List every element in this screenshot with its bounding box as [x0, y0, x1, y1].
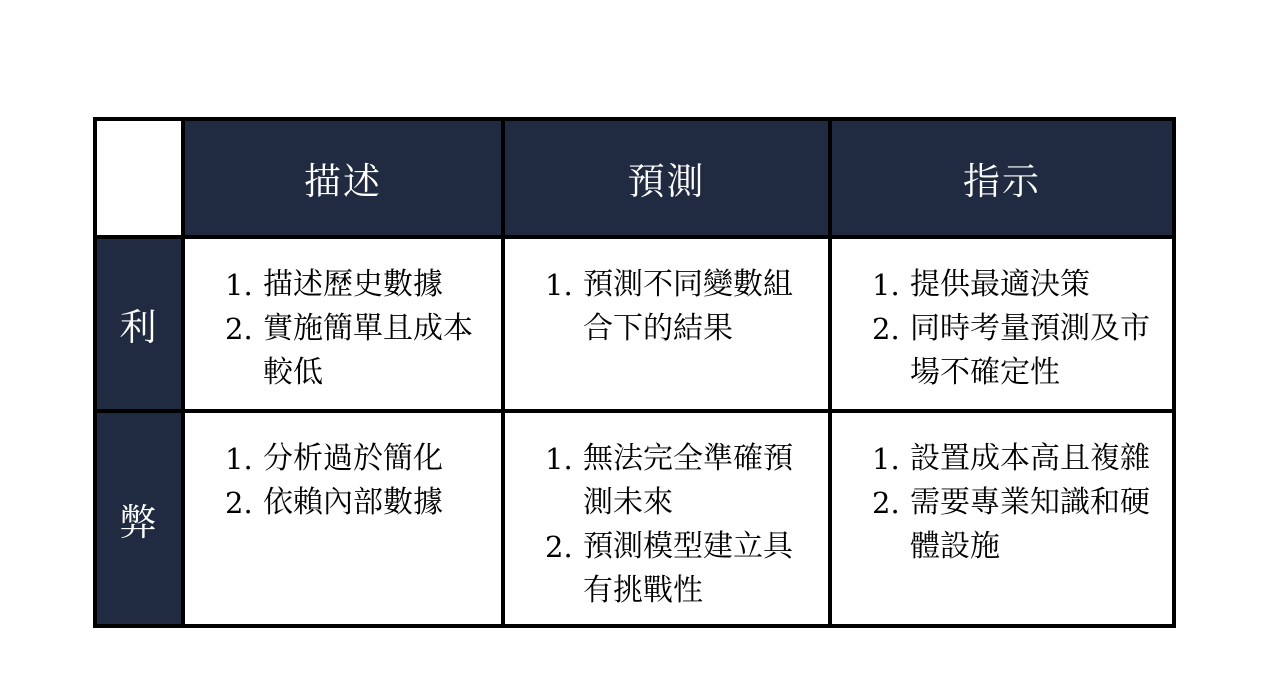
- numbered-list: [505, 413, 828, 613]
- cell-pros-prescriptive: [832, 239, 1172, 409]
- numbered-list: [185, 239, 501, 395]
- cell-cons-predictive: [505, 413, 828, 624]
- row-header-cons: [97, 413, 181, 624]
- row-header-pros: [97, 239, 181, 409]
- pros-cons-table: [93, 117, 1176, 628]
- list-item: 需要專業知識和硬體設施: [910, 486, 1150, 563]
- column-header-label: 指示: [963, 161, 1041, 202]
- list-item: 同時考量預測及市場不確定性: [910, 312, 1150, 389]
- column-header-label: 預測: [627, 161, 706, 202]
- cell-pros-descriptive: [185, 239, 501, 409]
- column-header-prescriptive: [832, 121, 1172, 235]
- numbered-list: [832, 239, 1172, 395]
- list-item: 描述歷史數據: [263, 268, 443, 301]
- list-item: 分析過於簡化: [263, 442, 443, 475]
- list-item: 實施簡單且成本較低: [263, 312, 473, 389]
- cell-cons-descriptive: [185, 413, 501, 624]
- cell-cons-prescriptive: [832, 413, 1172, 624]
- column-header-predictive: [505, 121, 828, 235]
- numbered-list: [505, 239, 828, 351]
- corner-cell: [97, 121, 181, 235]
- row-header-label: 利: [119, 307, 159, 348]
- column-header-label: 描述: [304, 161, 382, 202]
- numbered-list: [185, 413, 501, 525]
- list-item: 設置成本高且複雜: [910, 442, 1150, 475]
- list-item: 無法完全準確預測未來: [583, 442, 793, 519]
- column-header-descriptive: [185, 121, 501, 235]
- list-item: 預測模型建立具有挑戰性: [583, 530, 793, 607]
- list-item: 預測不同變數組合下的結果: [583, 268, 793, 345]
- cell-pros-predictive: [505, 239, 828, 409]
- list-item: 提供最適決策: [910, 268, 1090, 301]
- row-header-label: 弊: [119, 501, 159, 543]
- list-item: 依賴內部數據: [263, 486, 443, 519]
- numbered-list: [832, 413, 1172, 569]
